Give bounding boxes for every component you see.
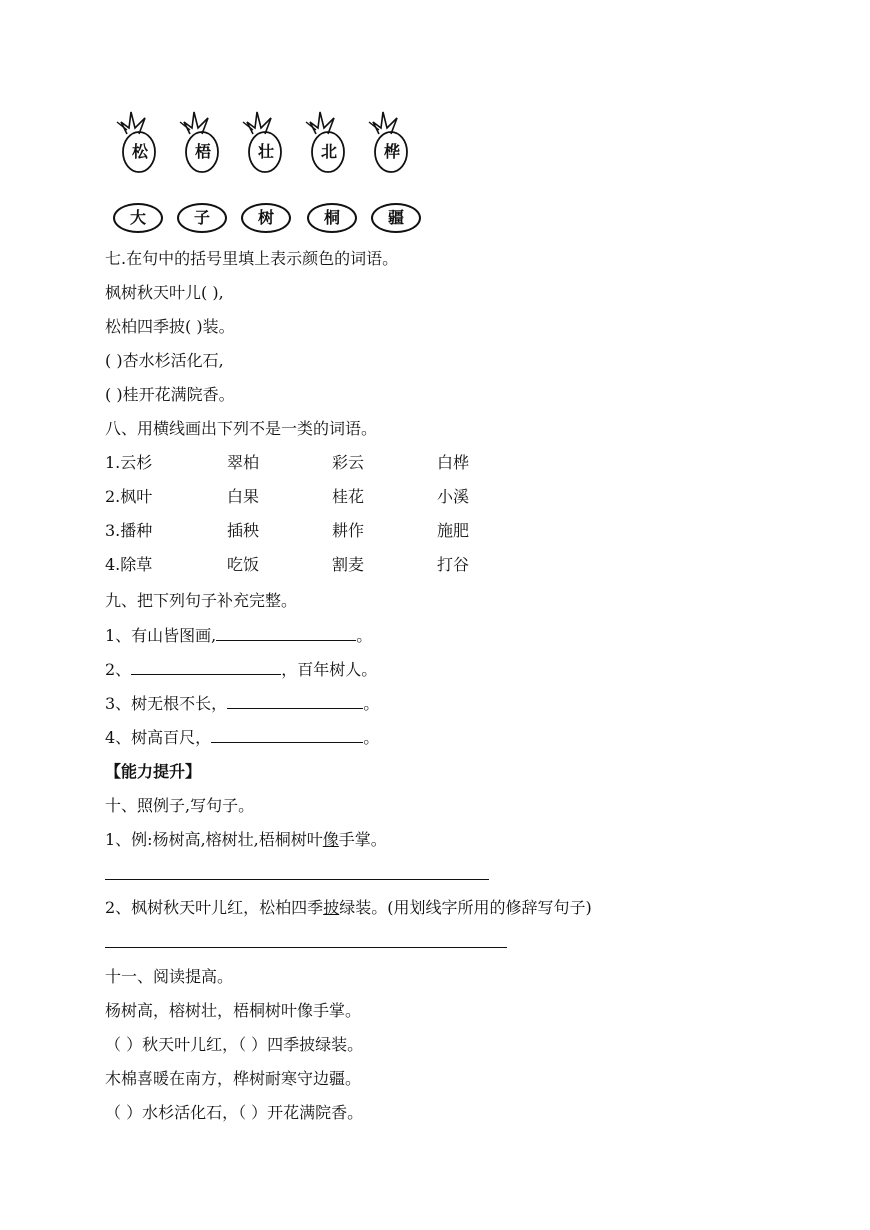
oval-character-row xyxy=(113,203,433,233)
q8-word: 插秧 xyxy=(227,521,260,540)
answer-blank[interactable] xyxy=(211,727,363,743)
q9-text: 1、有山皆图画, xyxy=(105,626,217,645)
answer-blank[interactable] xyxy=(131,659,281,675)
q8-word: 耕作 xyxy=(332,521,365,540)
q8-word: 1.云杉 xyxy=(105,453,153,472)
q8-row xyxy=(105,555,525,575)
q11-line: （ ）水杉活化石，（ ）开花满院香。 xyxy=(105,1103,364,1122)
pine-card xyxy=(292,108,350,176)
q10-underlined-char: 披 xyxy=(323,898,340,917)
oval-char: 树 xyxy=(241,203,291,233)
q8-word: 白桦 xyxy=(437,453,470,472)
q8-word: 2.枫叶 xyxy=(105,487,153,506)
pine-char: 北 xyxy=(320,142,337,161)
q8-word: 桂花 xyxy=(332,487,365,506)
answer-blank[interactable] xyxy=(227,693,363,709)
q10-underlined-char: 像 xyxy=(322,830,339,849)
q9-text: 。 xyxy=(356,626,373,645)
q10-text: 1、例:杨树高,榕树壮,梧桐树叶 xyxy=(105,830,323,849)
pine-card xyxy=(355,108,413,176)
oval-char: 疆 xyxy=(371,203,421,233)
q10-sentence-2 xyxy=(105,898,592,918)
q8-word: 施肥 xyxy=(437,521,470,540)
q11-line: （ ）秋天叶儿红，（ ）四季披绿装。 xyxy=(105,1035,364,1054)
q7-line: ( )杏水杉活化石, xyxy=(105,351,224,370)
q11-line: 木棉喜暖在南方，桦树耐寒守边疆。 xyxy=(105,1069,362,1088)
pine-char: 桦 xyxy=(383,142,400,161)
q9-text: 2、 xyxy=(105,660,132,679)
q10-text: 2、枫树秋天叶儿红，松柏四季 xyxy=(105,898,324,917)
q8-row xyxy=(105,487,525,507)
oval-char: 桐 xyxy=(307,203,357,233)
q9-sentence-3 xyxy=(105,693,379,714)
q9-sentence-2 xyxy=(105,659,377,680)
q8-word: 白果 xyxy=(227,487,260,506)
q10-title: 十、照例子,写句子。 xyxy=(105,796,255,815)
q8-row xyxy=(105,521,525,541)
q9-text: 。 xyxy=(363,694,380,713)
q9-text: ，百年树人。 xyxy=(281,660,378,679)
q11-line: 杨树高，榕树壮，梧桐树叶像手掌。 xyxy=(105,1001,362,1020)
q8-title: 八、用横线画出下列不是一类的词语。 xyxy=(105,419,378,438)
q8-word: 打谷 xyxy=(437,555,470,574)
q10-text: 绿装。(用划线字所用的修辞写句子) xyxy=(339,898,592,917)
answer-blank[interactable] xyxy=(216,625,356,641)
q8-word: 4.除草 xyxy=(105,555,153,574)
q10-text: 手掌。 xyxy=(338,830,387,849)
q9-sentence-4 xyxy=(105,727,379,748)
pine-char: 松 xyxy=(131,142,148,161)
section-heading: 【能力提升】 xyxy=(105,762,202,781)
q9-text: 3、树无根不长， xyxy=(105,694,228,713)
q9-text: 。 xyxy=(363,728,380,747)
pine-card xyxy=(103,108,161,176)
q7-line: ( )桂开花满院香。 xyxy=(105,385,235,404)
answer-line[interactable] xyxy=(105,947,507,948)
oval-char: 子 xyxy=(177,203,227,233)
pine-card xyxy=(229,108,287,176)
q8-word: 割麦 xyxy=(332,555,365,574)
q8-row xyxy=(105,453,525,473)
q7-title: 七.在句中的括号里填上表示颜色的词语。 xyxy=(105,249,399,268)
q9-title: 九、把下列句子补充完整。 xyxy=(105,591,298,610)
q7-line: 松柏四季披( )装。 xyxy=(105,317,235,336)
pine-char: 壮 xyxy=(257,142,274,161)
q8-word: 3.播种 xyxy=(105,521,153,540)
q8-word: 小溪 xyxy=(437,487,470,506)
q9-text: 4、树高百尺， xyxy=(105,728,212,747)
q11-title: 十一、阅读提高。 xyxy=(105,967,234,986)
pine-char: 梧 xyxy=(194,142,211,161)
q8-word: 彩云 xyxy=(332,453,365,472)
answer-line[interactable] xyxy=(105,879,489,880)
q8-word: 翠柏 xyxy=(227,453,260,472)
pine-card xyxy=(166,108,224,176)
q9-sentence-1 xyxy=(105,625,372,646)
q7-line: 枫树秋天叶儿( ), xyxy=(105,283,224,302)
oval-char: 大 xyxy=(113,203,163,233)
q8-word: 吃饭 xyxy=(227,555,260,574)
q10-example xyxy=(105,830,387,850)
pine-character-row xyxy=(103,108,443,176)
